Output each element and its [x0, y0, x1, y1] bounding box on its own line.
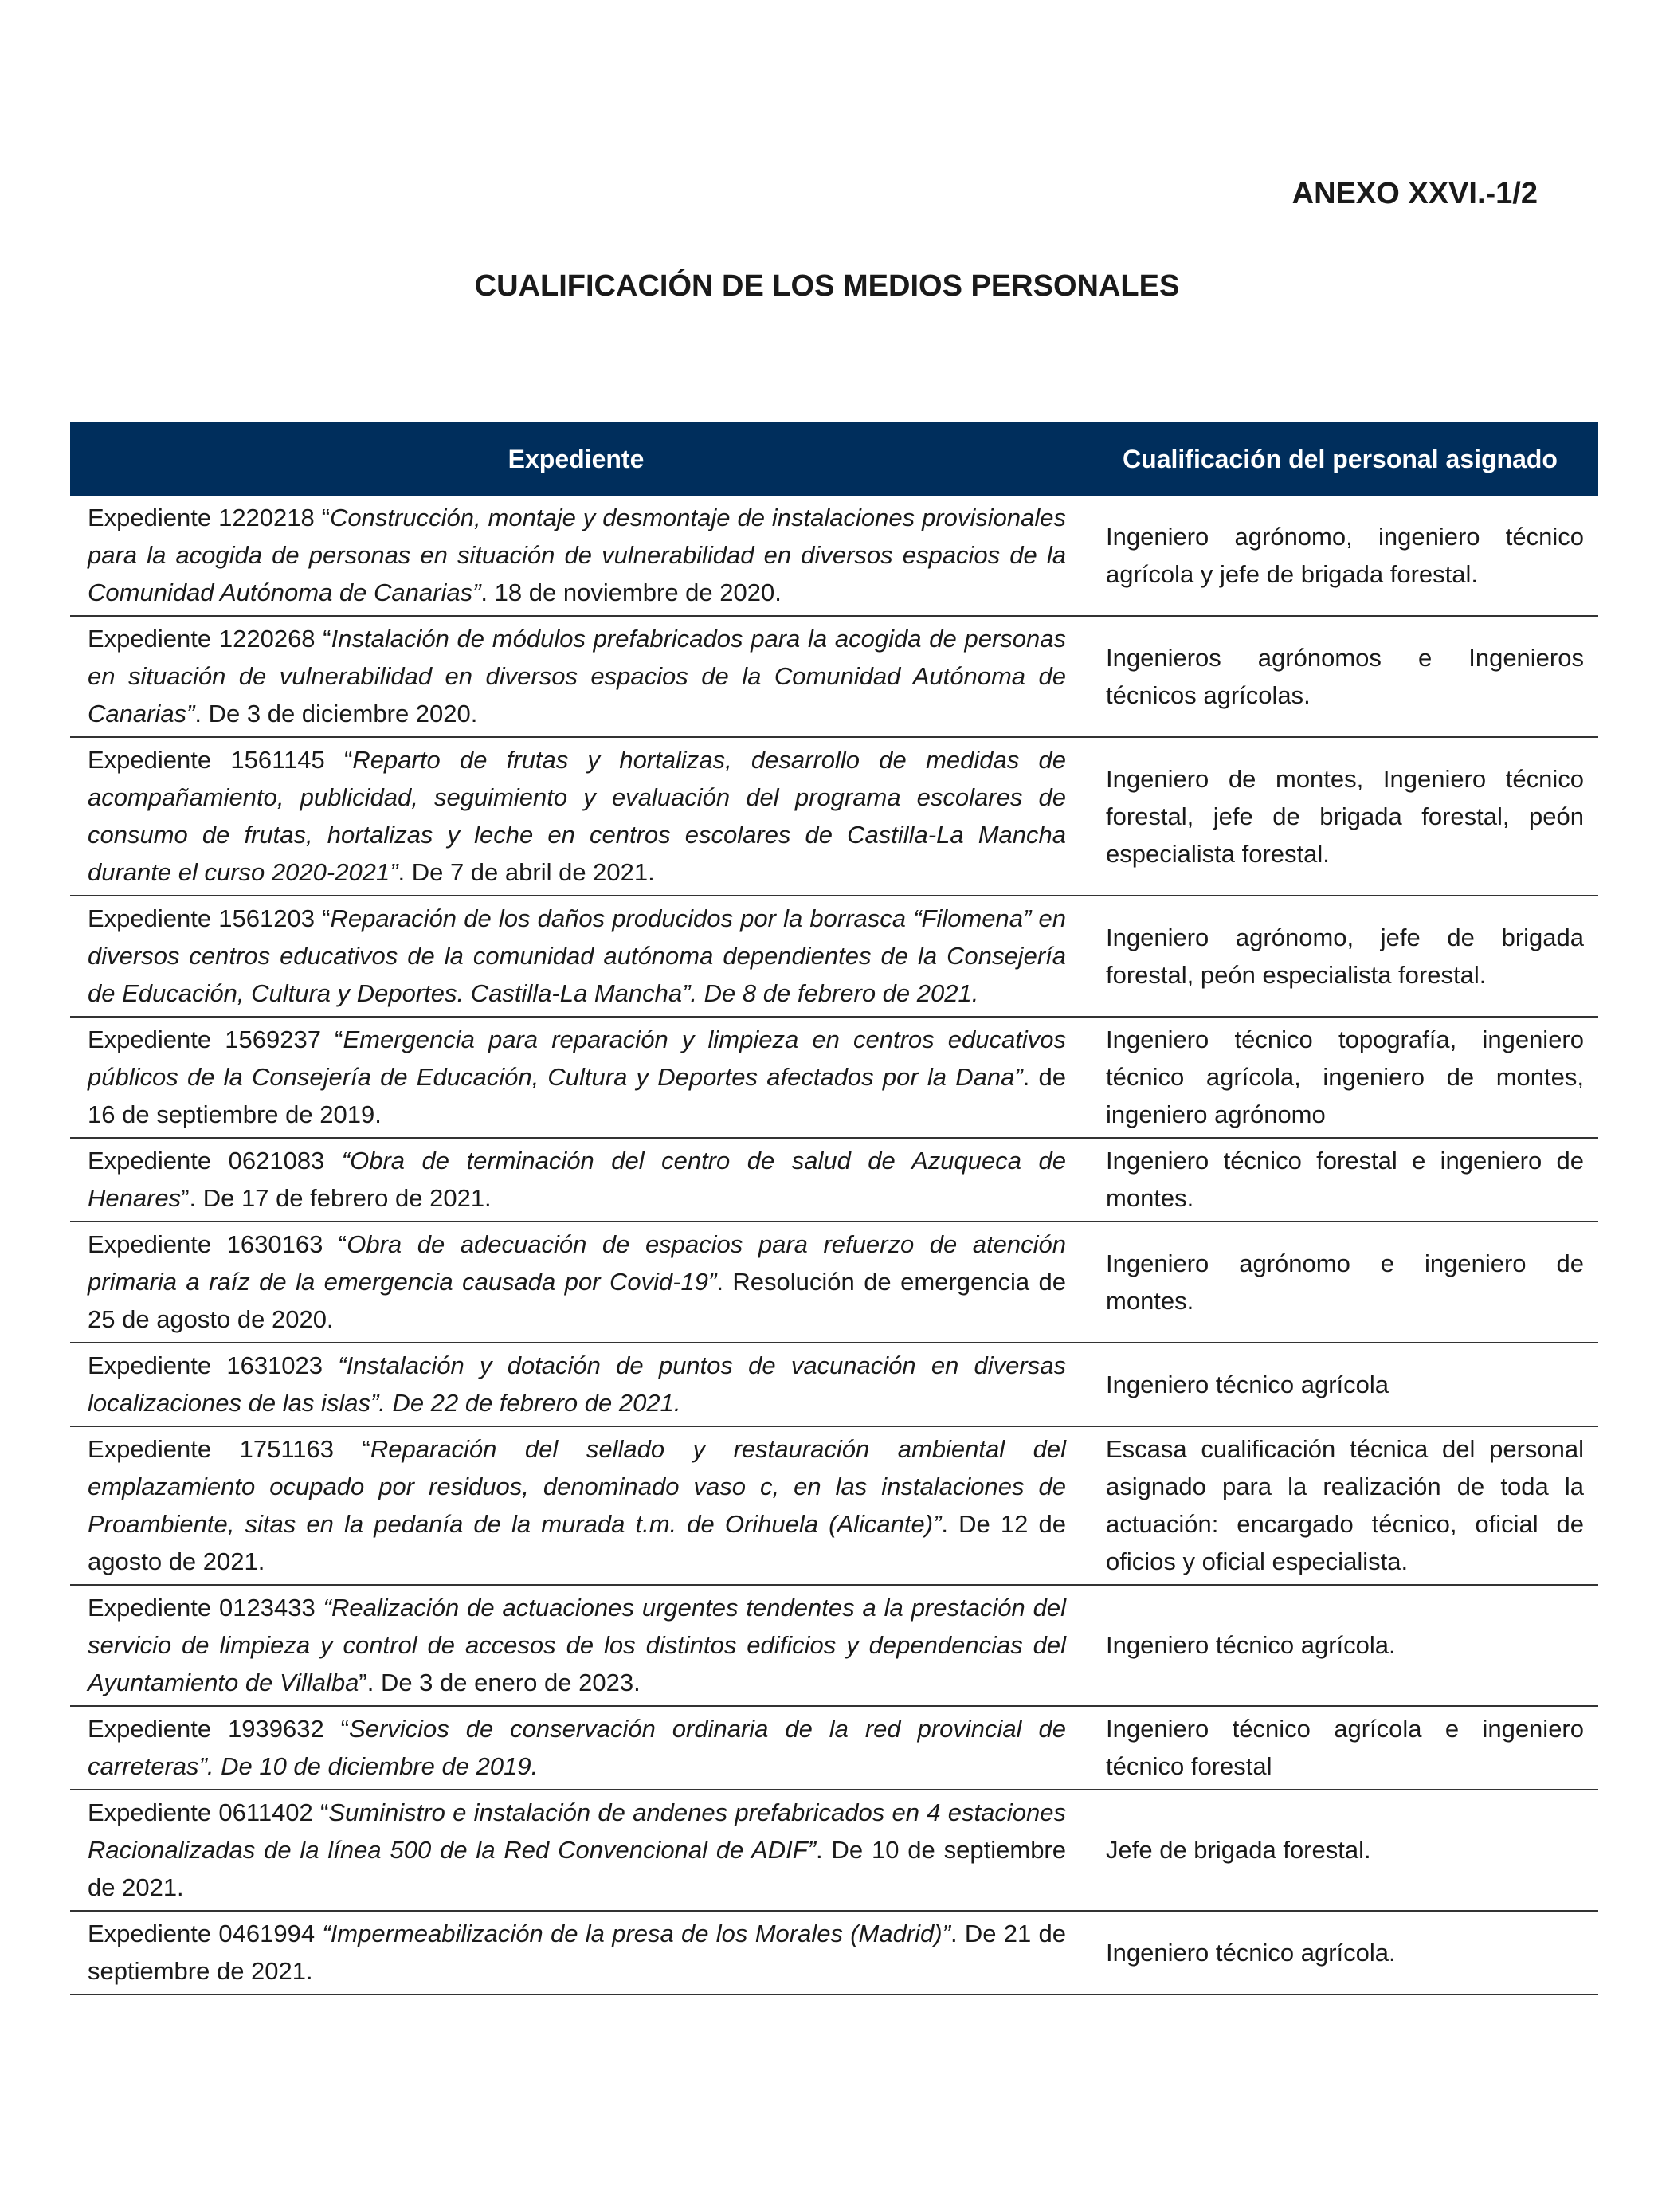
expediente-title: Reparto de frutas y hortalizas, desarrollo de medidas de acompañamiento, publicidad, seguimiento y evaluación del programa escolares de consumo de frutas, hortalizas y leche en centros escolares de Castilla-La Mancha durante el curso 2020-2021”	[88, 746, 1067, 886]
qualification-cell: Ingeniero técnico agrícola.	[1082, 1585, 1598, 1706]
expediente-cell	[70, 896, 1082, 1017]
expediente-prefix: Expediente 1561145 “	[88, 746, 353, 774]
expediente-suffix: . De 21 de septiembre de 2021.	[88, 1920, 1066, 1985]
expediente-title: “Instalación y dotación de puntos de vacunación en diversas localizaciones de las islas”. De 22 de febrero de 2021.	[88, 1351, 1066, 1417]
expediente-prefix: Expediente 1561203 “	[88, 904, 331, 932]
expediente-title: Obra de adecuación de espacios para refuerzo de atención primaria a raíz de la emergencia causada por Covid-19”	[88, 1230, 1066, 1296]
expediente-prefix: Expediente 0611402 “	[88, 1798, 329, 1826]
expediente-suffix: . 18 de noviembre de 2020.	[480, 578, 782, 606]
qualification-cell: Ingenieros agrónomos e Ingenieros técnicos agrícolas.	[1082, 616, 1598, 737]
annex-label: ANEXO XXVI.-1/2	[1291, 177, 1538, 210]
table-row	[70, 1585, 1598, 1706]
expediente-suffix: . Resolución de emergencia de 25 de agosto de 2020.	[88, 1268, 1067, 1333]
qualification-cell: Ingeniero de montes, Ingeniero técnico forestal, jefe de brigada forestal, peón especialista forestal.	[1082, 737, 1598, 896]
table-row	[70, 1222, 1598, 1343]
table-row	[70, 1138, 1598, 1222]
table-header-row	[70, 422, 1598, 496]
expediente-prefix: Expediente 0621083	[88, 1147, 342, 1175]
table-row	[70, 496, 1598, 616]
expediente-suffix: . de 16 de septiembre de 2019.	[88, 1063, 1066, 1128]
qualification-cell: Ingeniero agrónomo e ingeniero de montes.	[1082, 1222, 1598, 1343]
page-title: CUALIFICACIÓN DE LOS MEDIOS PERSONALES	[474, 269, 1180, 303]
qualification-cell: Ingeniero técnico forestal e ingeniero de montes.	[1082, 1138, 1598, 1222]
expediente-prefix: Expediente 1220268 “	[88, 625, 331, 653]
table-row	[70, 1706, 1598, 1790]
expediente-suffix: . De 10 de septiembre de 2021.	[88, 1836, 1066, 1901]
expediente-suffix: . De 7 de abril de 2021.	[398, 858, 655, 886]
expediente-title: “Impermeabilización de la presa de los Morales (Madrid)”	[322, 1920, 950, 1947]
expediente-prefix: Expediente 1631023	[88, 1351, 339, 1379]
expediente-title: “Realización de actuaciones urgentes tendentes a la prestación del servicio de limpieza y control de accesos de los distintos edificios y dependencias del Ayuntamiento de Villalba	[88, 1594, 1066, 1696]
expediente-title: Servicios de conservación ordinaria de la red provincial de carreteras”. De 10 de diciembre de 2019.	[88, 1715, 1066, 1780]
expediente-prefix: Expediente 0461994	[88, 1920, 323, 1947]
column-header-cualificacion: Cualificación del personal asignado	[1082, 422, 1598, 496]
expediente-title: Reparación del sellado y restauración ambiental del emplazamiento ocupado por residuos, denominado vaso c, en las instalaciones de Proambiente, sitas en la pedanía de la murada t.m. de Orihuela (Alicante)”	[88, 1435, 1066, 1538]
table-row	[70, 1790, 1598, 1911]
expediente-cell	[70, 1706, 1082, 1790]
table-row	[70, 1017, 1598, 1138]
expediente-title: “Obra de terminación del centro de salud de Azuqueca de Henares	[88, 1147, 1066, 1212]
column-header-expediente: Expediente	[70, 422, 1082, 496]
expediente-cell	[70, 737, 1082, 896]
expediente-prefix: Expediente 1751163 “	[88, 1435, 370, 1463]
expediente-suffix: . De 12 de agosto de 2021.	[88, 1510, 1066, 1575]
qualification-cell: Ingeniero agrónomo, ingeniero técnico agrícola y jefe de brigada forestal.	[1082, 496, 1598, 616]
expediente-suffix: . De 3 de diciembre 2020.	[194, 700, 478, 728]
qualification-cell: Ingeniero técnico agrícola	[1082, 1343, 1598, 1426]
expediente-cell	[70, 1138, 1082, 1222]
qualification-cell: Ingeniero agrónomo, jefe de brigada forestal, peón especialista forestal.	[1082, 896, 1598, 1017]
qualification-cell: Ingeniero técnico agrícola.	[1082, 1911, 1598, 1994]
expediente-prefix: Expediente 0123433	[88, 1594, 323, 1622]
qualification-cell: Jefe de brigada forestal.	[1082, 1790, 1598, 1911]
table-row	[70, 737, 1598, 896]
qualification-table	[70, 422, 1598, 1995]
expediente-title: Reparación de los daños producidos por la borrasca “Filomena” en diversos centros educativos de la comunidad autónoma dependientes de la Consejería de Educación, Cultura y Deportes. Castilla-La Mancha”. De 8 de febrero de 2021.	[88, 904, 1066, 1007]
expediente-title: Suministro e instalación de andenes prefabricados en 4 estaciones Racionalizadas de la línea 500 de la Red Convencional de ADIF”	[88, 1798, 1066, 1864]
expediente-title: Instalación de módulos prefabricados para la acogida de personas en situación de vulnerabilidad en diversos espacios de la Comunidad Autónoma de Canarias”	[88, 625, 1066, 728]
table-row	[70, 896, 1598, 1017]
expediente-cell	[70, 1585, 1082, 1706]
expediente-prefix: Expediente 1569237 “	[88, 1026, 343, 1053]
table-row	[70, 1343, 1598, 1426]
table-row	[70, 1911, 1598, 1994]
expediente-suffix: ”. De 17 de febrero de 2021.	[181, 1184, 492, 1212]
qualification-cell: Escasa cualificación técnica del personal asignado para la realización de toda la actuación: encargado técnico, oficial de oficios y oficial especialista.	[1082, 1426, 1598, 1585]
expediente-cell	[70, 1790, 1082, 1911]
expediente-cell	[70, 1222, 1082, 1343]
expediente-title: Construcción, montaje y desmontaje de instalaciones provisionales para la acogida de personas en situación de vulnerabilidad en diversos espacios de la Comunidad Autónoma de Canarias”	[88, 504, 1066, 606]
expediente-suffix: ”. De 3 de enero de 2023.	[359, 1669, 641, 1696]
expediente-prefix: Expediente 1220218 “	[88, 504, 331, 531]
expediente-prefix: Expediente 1630163 “	[88, 1230, 347, 1258]
qualification-cell: Ingeniero técnico topografía, ingeniero técnico agrícola, ingeniero de montes, ingeniero agrónomo	[1082, 1017, 1598, 1138]
expediente-cell	[70, 1017, 1082, 1138]
expediente-cell	[70, 1911, 1082, 1994]
table-row	[70, 616, 1598, 737]
expediente-cell	[70, 1343, 1082, 1426]
expediente-cell	[70, 496, 1082, 616]
expediente-cell	[70, 616, 1082, 737]
qualification-cell: Ingeniero técnico agrícola e ingeniero técnico forestal	[1082, 1706, 1598, 1790]
expediente-title: Emergencia para reparación y limpieza en centros educativos públicos de la Consejería de Educación, Cultura y Deportes afectados por la Dana”	[88, 1026, 1066, 1091]
table-body	[70, 496, 1598, 1994]
table-row	[70, 1426, 1598, 1585]
expediente-cell	[70, 1426, 1082, 1585]
expediente-prefix: Expediente 1939632 “	[88, 1715, 350, 1743]
